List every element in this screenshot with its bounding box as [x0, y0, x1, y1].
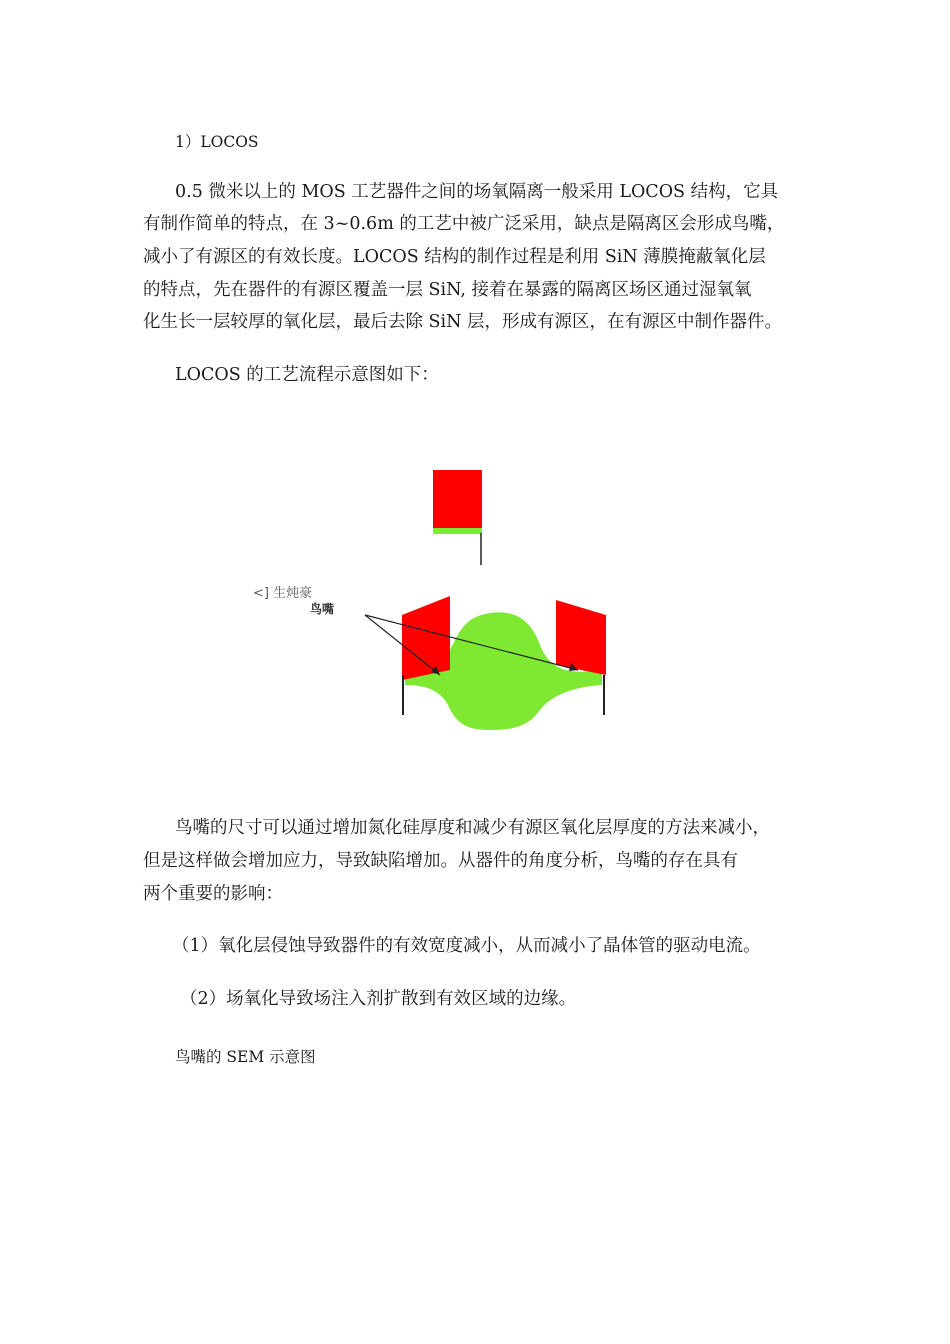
sem-caption: 鸟嘴的 SEM 示意图 — [175, 1048, 316, 1066]
intro-line-3: 减小了有源区的有效长度。LOCOS 结构的制作过程是利用 SiN 薄膜掩蔽氧化层 — [143, 247, 766, 267]
para2-line-3: 两个重要的影响： — [143, 884, 283, 904]
effect-1: （1）氧化层侵蚀导致器件的有效宽度减小，从而减小了晶体管的驱动电流。 — [172, 936, 761, 956]
intro-line-4: 的特点，先在器件的有源区覆盖一层 SiN, 接着在暴露的隔离区场区通过湿氧氧 — [143, 280, 752, 300]
top-pad-oxide — [433, 528, 482, 534]
effect-2: （2）场氧化导致场注入剂扩散到有效区域的边缘。 — [180, 989, 577, 1009]
birdbeak-label: 鸟嘴 — [310, 602, 335, 616]
right-nitride — [556, 600, 606, 675]
locos-process-diagram — [250, 465, 620, 735]
garbled-label: <] 生炖豪 — [253, 586, 313, 601]
top-nitride-block — [433, 470, 482, 528]
para2-line-1: 鸟嘴的尺寸可以通过增加氮化硅厚度和减少有源区氧化层厚度的方法来减小， — [175, 818, 770, 838]
para2-line-2: 但是这样做会增加应力，导致缺陷增加。从器件的角度分析，鸟嘴的存在具有 — [143, 851, 738, 871]
intro-line-5: 化生长一层较厚的氧化层，最后去除 SiN 层，形成有源区，在有源区中制作器件。 — [143, 312, 783, 332]
left-nitride — [402, 596, 450, 680]
intro-line-2: 有制作简单的特点，在 3~0.6m 的工艺中被广泛采用，缺点是隔离区会形成鸟嘴， — [143, 214, 785, 234]
intro-line-1: 0.5 微米以上的 MOS 工艺器件之间的场氧隔离一般采用 LOCOS 结构，它具 — [175, 182, 779, 202]
section-heading: 1）LOCOS — [175, 133, 259, 151]
figure-caption: LOCOS 的工艺流程示意图如下： — [175, 365, 439, 385]
